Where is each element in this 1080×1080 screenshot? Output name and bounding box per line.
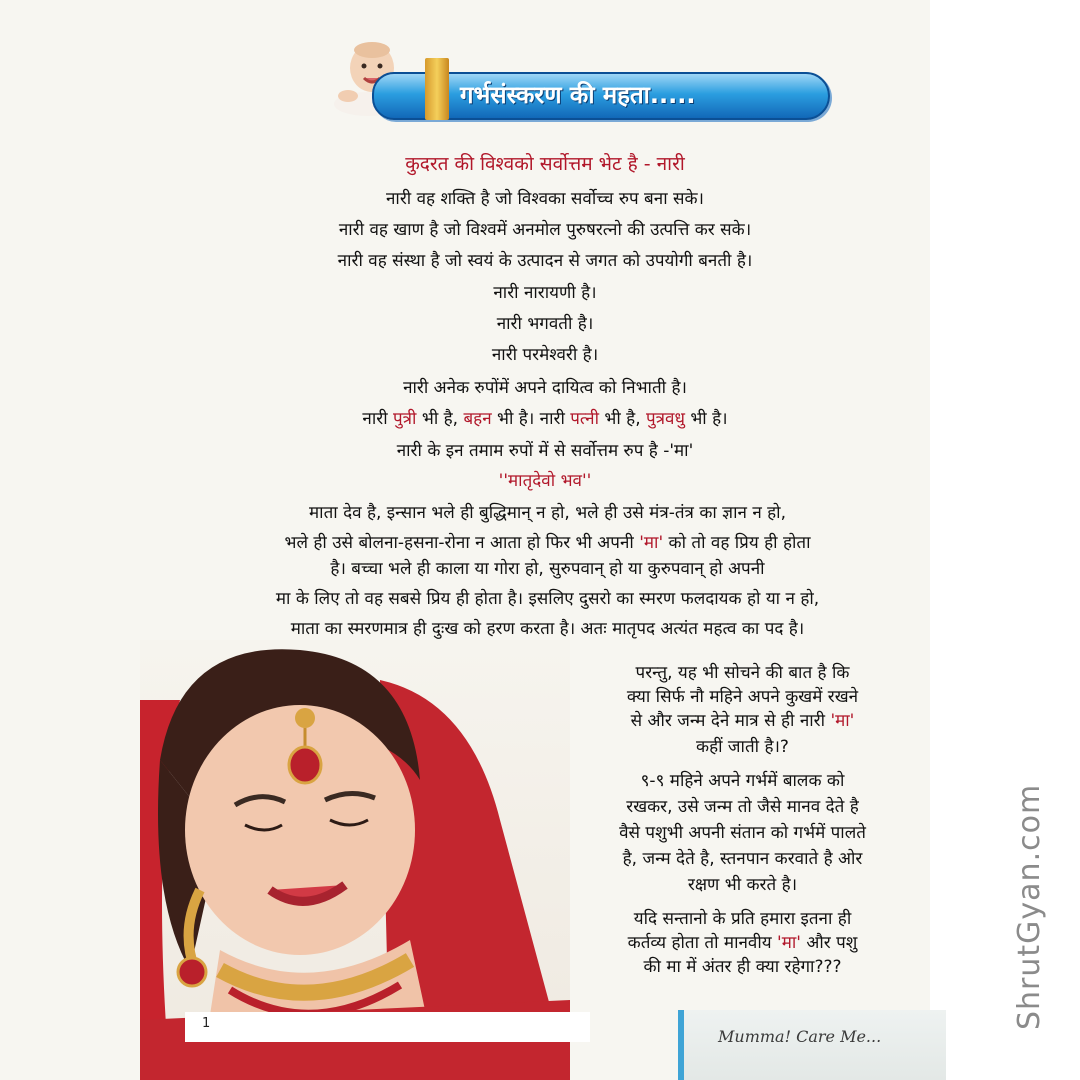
best-form-line: नारी के इन तमाम रुपों में से सर्वोत्तम रुप है -'मा' (396, 441, 694, 461)
paragraph-line: भले ही उसे बोलना-हसना-रोना न आता हो फिर भी अपनी 'मा' को तो वह प्रिय ही होता (284, 533, 811, 553)
intro-line: नारी वह खाण है जो विश्वमें अनमोल पुरुषरत्नो की उत्पत्ति कर सके। (338, 220, 752, 240)
conclusion-line: की मा में अंतर ही क्या रहेगा??? (643, 957, 842, 977)
conclusion-line: कर्तव्य होता तो मानवीय 'मा' और पशु (627, 933, 858, 953)
intro-heading (180, 150, 910, 176)
question-line: कहीं जाती है।? (696, 737, 789, 757)
intro-line: नारी भगवती है। (496, 314, 594, 334)
conclusion-line: यदि सन्तानो के प्रति हमारा इतना ही (633, 909, 852, 929)
quote-line: ''मातृदेवो भव'' (498, 471, 592, 491)
role-daughter-in-law: पुत्रवधु (646, 409, 685, 429)
intro-line: नारी नारायणी है। (493, 283, 597, 303)
paragraph-line: मा के लिए तो वह सबसे प्रिय ही होता है। इसलिए दुसरो का स्मरण फलदायक हो या न हो, (275, 589, 820, 609)
role-sister: बहन (463, 409, 492, 429)
roles-line: नारी पुत्री भी है, बहन भी है। नारी पत्नी भी है, पुत्रवधु भी है। (362, 409, 728, 429)
intro-line: नारी वह शक्ति है जो विश्वका सर्वोच्च रुप बना सके। (385, 189, 704, 209)
role-daughter: पुत्री (393, 409, 417, 429)
question-line: परन्तु, यह भी सोचने की बात है कि (635, 663, 850, 683)
animal-line: वैसे पशुभी अपनी संतान को गर्भमें पालते (619, 823, 866, 843)
animal-line: ९-९ महिने अपने गर्भमें बालक को (640, 771, 845, 791)
animal-line: है, जन्म देते है, स्तनपान करवाते है ओर (622, 849, 863, 869)
page-title: गर्भसंस्करण की महता..... (460, 81, 696, 109)
intro-line: नारी वह संस्था है जो स्वयं के उत्पादन से जगत को उपयोगी बनती है। (337, 251, 753, 271)
question-line: से और जन्म देने मात्र से ही नारी 'मा' (630, 711, 855, 731)
footer-brand: Mumma! Care Me... (718, 1027, 882, 1046)
watermark: ShrutGyan.com (1012, 783, 1047, 1030)
animal-line: रक्षण भी करते है। (687, 875, 798, 895)
intro-line: नारी परमेश्वरी है। (491, 345, 599, 365)
intro-line: नारी अनेक रुपोंमें अपने दायित्व को निभाती है। (403, 378, 687, 398)
role-wife: पत्नी (570, 409, 599, 429)
heading-text: कुदरत की विश्वको सर्वोत्तम भेट है - (405, 153, 657, 175)
right-margin (930, 0, 1080, 1080)
page-number: 1 (202, 1016, 211, 1031)
banner-bar-icon (425, 58, 449, 120)
question-line: क्या सिर्फ नौ महिने अपने कुखमें रखने (626, 687, 859, 707)
paragraph-line: माता का स्मरणमात्र ही दुःख को हरण करता है। अतः मातृपद अत्यंत महत्व का पद है। (290, 619, 805, 639)
page-number-bar (185, 1012, 590, 1042)
paragraph-line: है। बच्चा भले ही काला या गोरा हो, सुरुपवान् हो या कुरुपवान् हो अपनी (330, 559, 765, 579)
animal-line: रखकर, उसे जन्म तो जैसे मानव देते है (626, 797, 859, 817)
heading-nari: नारी (656, 153, 685, 175)
paragraph-line: माता देव है, इन्सान भले ही बुद्धिमान् न हो, भले ही उसे मंत्र-तंत्र का ज्ञान न हो, (309, 503, 786, 523)
